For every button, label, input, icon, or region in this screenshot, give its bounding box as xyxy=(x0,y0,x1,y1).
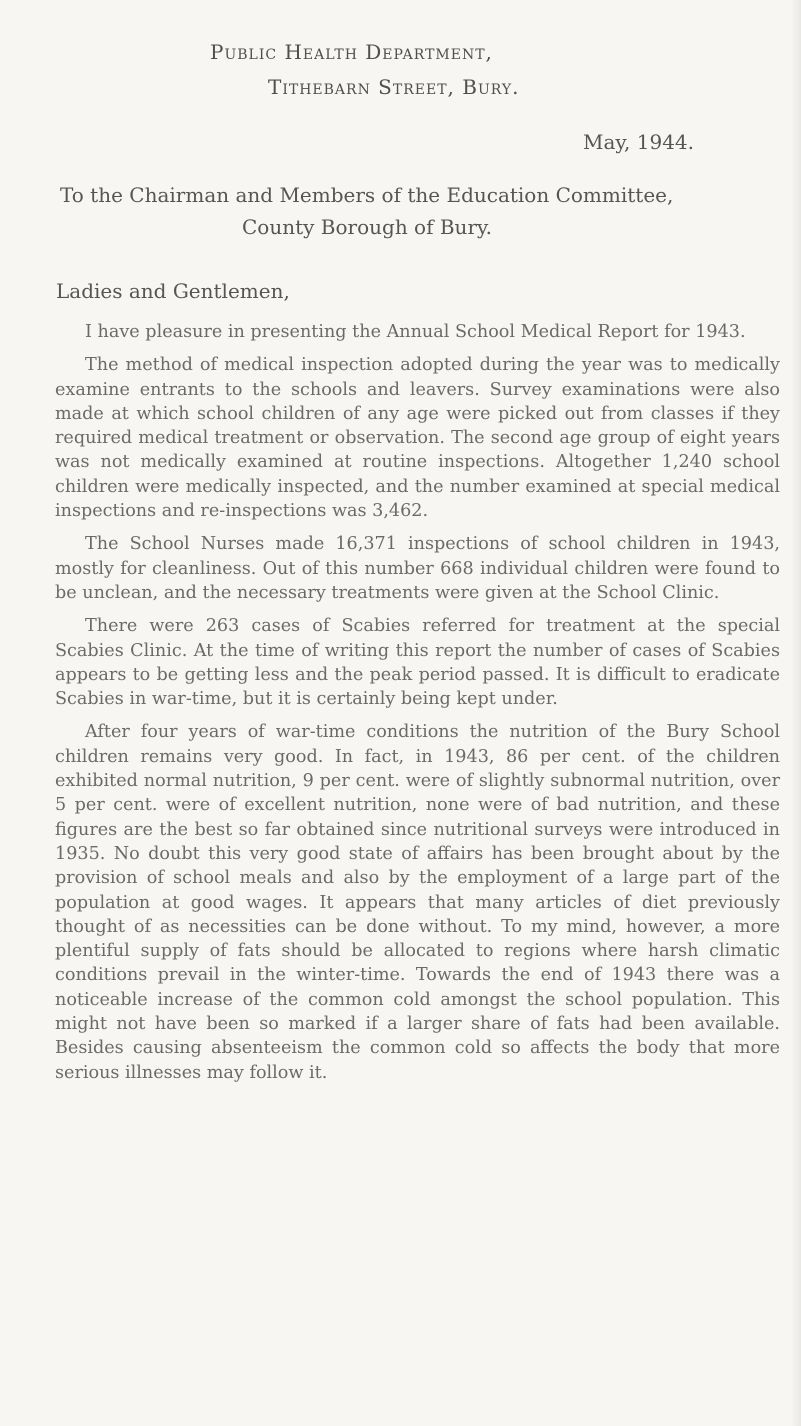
paragraph-scabies: There were 263 cases of Scabies referred for treatment at the special Scabies Clinic. At the time of writing this report the number of cases of Scabies appears to be getting less and the peak period passed. It is difficult to eradicate Scabies in war-time, but it is certainly being kept under. xyxy=(55,616,780,710)
salutation: Ladies and Gentlemen, xyxy=(56,279,290,303)
paragraph-nutrition: After four years of war-time conditions the nutrition of the Bury School children remains very good. In fact, in 1943, 86 per cent. of the children exhibited normal nutrition, 9 per cent. were of slightly subnormal nutrition, over 5 per cent. were of excellent nutrition, none were of bad nutrition, and these figures are the best so far obtained since nutritional surveys were introduced in 1935. No doubt this very good state of affairs has been brought about by the provision of school meals and also by the employment of a large part of the population at good wages. It appears that many articles of diet previously thought of as necessities can be done without. To my mind, however, a more plentiful supply of fats should be allocated to regions where harsh climatic conditions prevail in the winter-time. Towards the end of 1943 there was a noticeable increase of the common cold amongst the school population. This might not have been so marked if a larger share of fats had been available. Besides causing absenteeism the common cold so affects the body that more serious illnesses may follow it. xyxy=(55,722,780,1083)
street-address: Tithebarn Street, Bury. xyxy=(268,75,520,99)
page-edge-shadow xyxy=(791,0,801,1426)
paragraph-inspection-method: The method of medical inspection adopted during the year was to medically examine entrants to the schools and leavers. Survey examinations were also made at which school children of any age were picked out from classes if they required medical treatment or observation. The second age group of eight years was not medically examined at routine inspections. Altogether 1,240 school children were medically inspected, and the number examined at special medical inspections and re-inspections was 3,462. xyxy=(55,355,780,522)
addressee-line-1: To the Chairman and Members of the Education Committee, xyxy=(60,183,674,207)
paragraph-intro: I have pleasure in presenting the Annual School Medical Report for 1943. xyxy=(85,322,746,342)
report-body xyxy=(55,320,780,1094)
addressee-line-2: County Borough of Bury. xyxy=(242,215,492,239)
letter-date: May, 1944. xyxy=(582,130,694,154)
department-heading: Public Health Department, xyxy=(210,40,493,64)
addressee-block xyxy=(60,179,780,243)
paragraph-school-nurses: The School Nurses made 16,371 inspections of school children in 1943, mostly for cleanliness. Out of this number 668 individual children were found to be unclean, and the necessary treatments were given at the School Clinic. xyxy=(55,534,780,603)
